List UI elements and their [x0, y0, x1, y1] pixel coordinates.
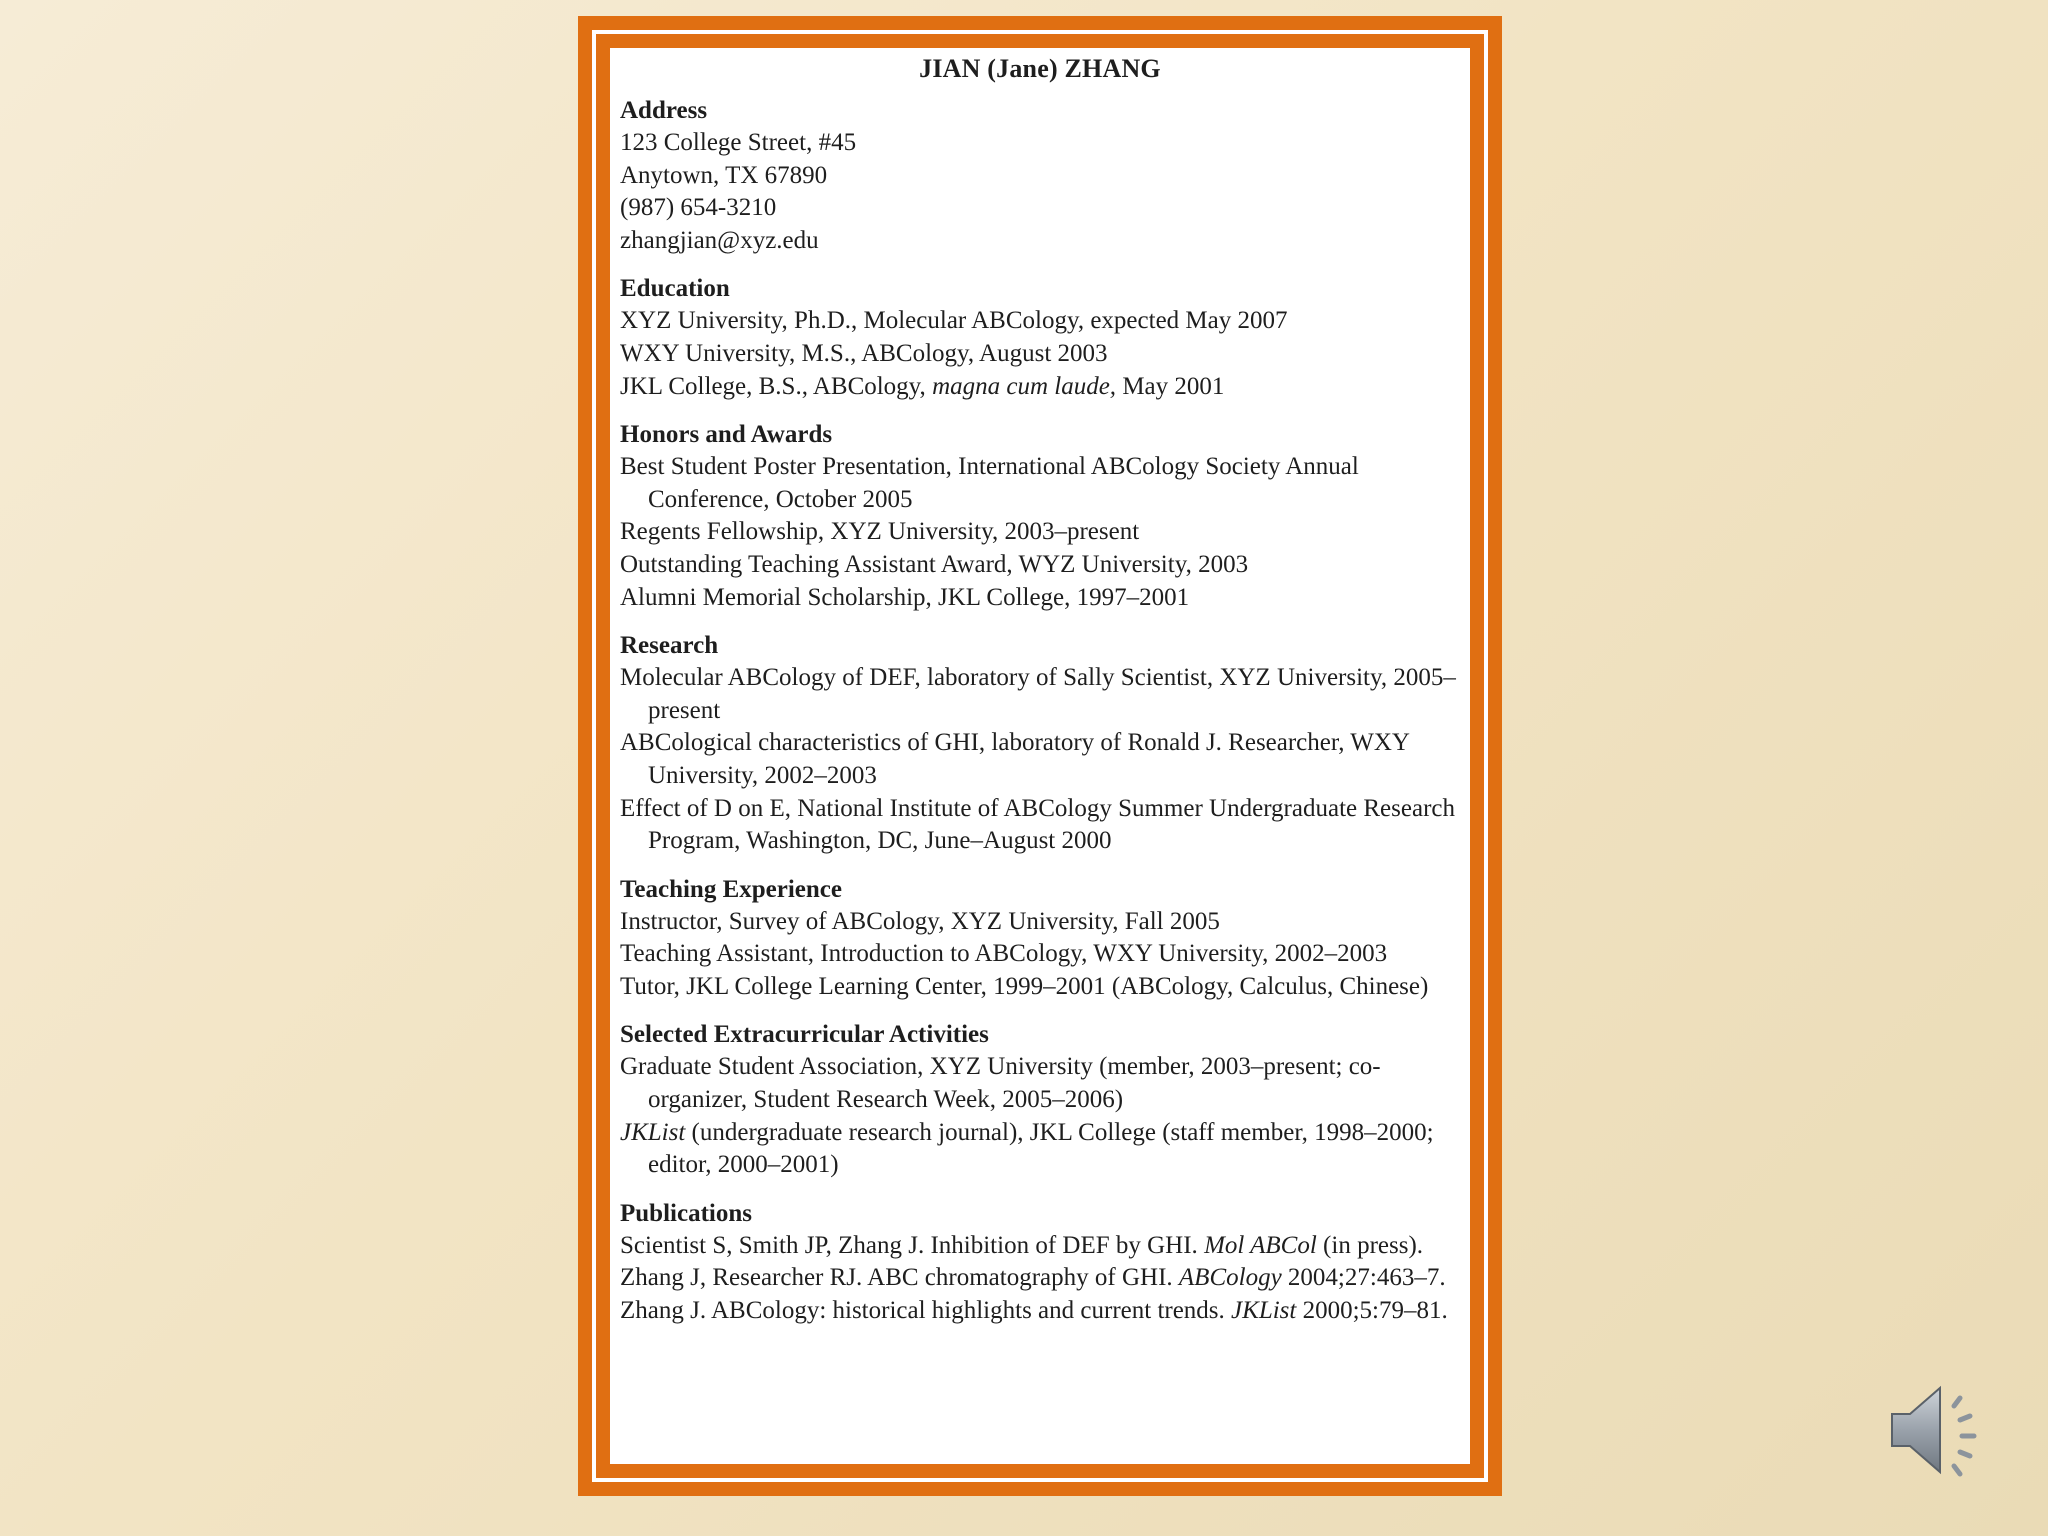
research-item: Effect of D on E, National Institute of ABCology Summer Undergraduate Research Program, Washington, DC, June–August 2000	[620, 794, 1455, 855]
address-line: (987) 654-3210	[620, 194, 777, 222]
research-section	[620, 629, 1460, 858]
activities-item	[620, 1117, 1460, 1182]
research-item: ABCological characteristics of GHI, laboratory of Ronald J. Researcher, WXY University, 2002–2003	[620, 729, 1410, 789]
honors-item: Best Student Poster Presentation, International ABCology Society Annual Conference, October 2005	[620, 453, 1359, 513]
publication-citation: (in press).	[1316, 1231, 1424, 1259]
teaching-item: Tutor, JKL College Learning Center, 1999–2001 (ABCology, Calculus, Chinese)	[620, 972, 1429, 1000]
honor-distinction: magna cum laude,	[932, 372, 1117, 400]
resume-frame	[578, 16, 1502, 1496]
publication-text: Zhang J. ABCology: historical highlights and current trends.	[620, 1297, 1232, 1325]
teaching-item: Teaching Assistant, Introduction to ABCology, WXY University, 2002–2003	[620, 940, 1388, 968]
frame-white-border	[592, 30, 1488, 1482]
address-section	[620, 94, 1460, 257]
education-heading: Education	[620, 275, 730, 303]
honors-section	[620, 418, 1460, 614]
honors-heading: Honors and Awards	[620, 421, 833, 449]
publication-text: Scientist S, Smith JP, Zhang J. Inhibition of DEF by GHI.	[620, 1231, 1205, 1259]
publication-text: Zhang J, Researcher RJ. ABC chromatography of GHI.	[620, 1264, 1179, 1292]
education-item	[620, 371, 1460, 404]
research-item: Molecular ABCology of DEF, laboratory of Sally Scientist, XYZ University, 2005–present	[620, 664, 1456, 724]
address-heading: Address	[620, 97, 708, 124]
education-item: XYZ University, Ph.D., Molecular ABCology, expected May 2007	[620, 307, 1288, 335]
activities-item: Graduate Student Association, XYZ University (member, 2003–present; co-organizer, Student Research Week, 2005–2006)	[620, 1053, 1381, 1114]
activities-heading: Selected Extracurricular Activities	[620, 1021, 989, 1049]
publication-citation: 2004;27:463–7.	[1281, 1264, 1446, 1292]
journal-title: Mol ABCol	[1204, 1231, 1317, 1259]
education-item: WXY University, M.S., ABCology, August 2003	[620, 339, 1108, 367]
journal-title: ABCology	[1178, 1264, 1282, 1292]
honors-item: Alumni Memorial Scholarship, JKL College, 1997–2001	[620, 583, 1190, 611]
honors-item: Regents Fellowship, XYZ University, 2003–present	[620, 518, 1140, 546]
activities-section	[620, 1018, 1460, 1181]
education-item-date: May 2001	[1116, 372, 1225, 400]
education-section	[620, 272, 1460, 403]
address-line: Anytown, TX 67890	[620, 161, 828, 189]
address-line: 123 College Street, #45	[620, 129, 857, 156]
publications-heading: Publications	[620, 1199, 752, 1227]
resume-name: JIAN (Jane) ZHANG	[919, 54, 1161, 83]
education-item-text: JKL College, B.S., ABCology,	[620, 372, 933, 400]
teaching-item: Instructor, Survey of ABCology, XYZ University, Fall 2005	[620, 907, 1220, 935]
address-line: zhangjian@xyz.edu	[620, 226, 819, 254]
publication-item	[620, 1295, 1460, 1328]
activities-item-text: (undergraduate research journal), JKL College (staff member, 1998–2000; editor, 2000–2001)	[648, 1118, 1434, 1179]
journal-title: JKList	[1231, 1297, 1297, 1325]
speaker-icon[interactable]	[1888, 1380, 1998, 1480]
honors-item: Outstanding Teaching Assistant Award, WYZ University, 2003	[620, 550, 1249, 578]
publication-item	[620, 1230, 1460, 1263]
publications-section	[620, 1197, 1460, 1328]
teaching-section	[620, 873, 1460, 1004]
publication-citation: 2000;5:79–81.	[1296, 1297, 1448, 1325]
frame-orange-rule	[600, 38, 1480, 1474]
research-heading: Research	[620, 632, 719, 660]
resume-page	[610, 48, 1470, 1464]
teaching-heading: Teaching Experience	[620, 875, 842, 903]
journal-title: JKList	[620, 1118, 686, 1146]
publication-item	[620, 1262, 1460, 1295]
